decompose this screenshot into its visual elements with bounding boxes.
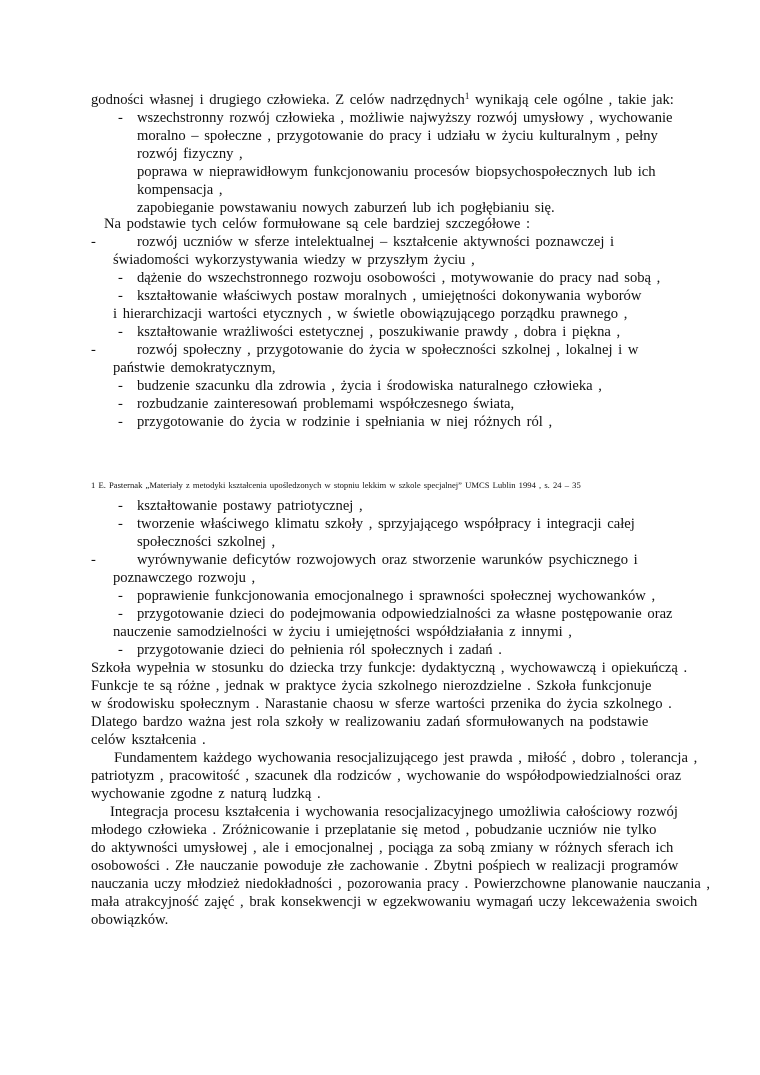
- general-goal-1-line-1: wszechstronny rozwój człowieka , możliwie najwyższy rozwój umysłowy , wychowanie: [137, 110, 673, 126]
- list-dash: -: [118, 642, 123, 658]
- detailed-goal-3-line-1: kształtowanie właściwych postaw moralnych , umiejętności dokonywania wyborów: [137, 288, 642, 304]
- detailed-goal-1-line-1: rozwój uczniów w sferze intelektualnej – kształcenie aktywności poznawczej i: [137, 234, 615, 250]
- paragraph-3-line-1: Integracja procesu kształcenia i wychowania resocjalizacyjnego umożliwia całościowy rozwój: [110, 804, 678, 820]
- detailed-goal-6: budzenie szacunku dla zdrowia , życia i środowiska naturalnego człowieka ,: [137, 378, 602, 394]
- paragraph-1-line-5: celów kształcenia .: [91, 732, 206, 748]
- list-dash: -: [118, 270, 123, 286]
- list-dash: -: [118, 498, 123, 514]
- intro-text-end: wynikają cele ogólne , takie jak:: [469, 92, 674, 108]
- paragraph-3-line-4: osobowości . Złe nauczanie powoduje złe zachowanie . Zbytni pośpiech w realizacji programów: [91, 858, 679, 874]
- paragraph-1-line-3: w środowisku społecznym . Narastanie chaosu w sferze wartości przenika do życia szkolnego .: [91, 696, 672, 712]
- list-dash: -: [91, 342, 96, 358]
- paragraph-2-line-2: patriotyzm , pracowitość , szacunek dla rodziców , wychowanie do współodpowiedzialności oraz: [91, 768, 682, 784]
- continued-goal-2-line-2: społeczności szkolnej ,: [137, 534, 276, 550]
- footnote-ref: 1: [464, 91, 470, 101]
- general-goal-1-line-2: moralno – społeczne , przygotowanie do pracy i udziału w życiu kulturalnym , pełny: [137, 128, 658, 144]
- general-goal-3-line-1: zapobieganie powstawaniu nowych zaburzeń lub ich pogłębianiu się.: [137, 200, 555, 216]
- continued-goal-3-line-2: poznawczego rozwoju ,: [113, 570, 256, 586]
- paragraph-2-line-3: wychowanie zgodne z naturą ludzką .: [91, 786, 321, 802]
- list-dash: -: [118, 110, 123, 126]
- paragraph-3-line-7: obowiązków.: [91, 912, 169, 928]
- continued-goal-3-line-1: wyrównywanie deficytów rozwojowych oraz stworzenie warunków psychicznego i: [137, 552, 638, 568]
- continued-goal-4: poprawienie funkcjonowania emocjonalnego i sprawności społecznej wychowanków ,: [137, 588, 656, 604]
- detailed-goal-2: dążenie do wszechstronnego rozwoju osobowości , motywowanie do pracy nad sobą ,: [137, 270, 661, 286]
- paragraph-1-line-1: Szkoła wypełnia w stosunku do dziecka trzy funkcje: dydaktyczną , wychowawczą i opiekuńczą .: [91, 660, 688, 676]
- paragraph-3-line-5: nauczania uczy młodzież niedokładności , pozorowania pracy . Powierzchowne planowanie nauczania ,: [91, 876, 710, 892]
- detailed-goal-3-line-2: i hierarchizacji wartości etycznych , w świetle obowiązującego porządku prawnego ,: [113, 306, 628, 322]
- paragraph-2-line-1: Fundamentem każdego wychowania resocjalizującego jest prawda , miłość , dobro , tolerancja ,: [114, 750, 698, 766]
- continued-goal-2-line-1: tworzenie właściwego klimatu szkoły , sprzyjającego współpracy i integracji całej: [137, 516, 635, 532]
- list-dash: -: [118, 588, 123, 604]
- intro-line: [91, 91, 674, 109]
- paragraph-3-line-2: młodego człowieka . Zróżnicowanie i przeplatanie się metod , pobudzanie uczniów nie tylko: [91, 822, 657, 838]
- list-dash: -: [118, 516, 123, 532]
- detailed-goal-8: przygotowanie do życia w rodzinie i spełniania w niej różnych ról ,: [137, 414, 553, 430]
- footnote: 1 E. Pasternak „Materiały z metodyki kształcenia upośledzonych w stopniu lekkim w szkole specjalnej” UMCS Lublin 1994 , s. 24 – 35: [91, 480, 581, 490]
- detailed-goals-intro: Na podstawie tych celów formułowane są cele bardziej szczegółowe :: [104, 216, 531, 232]
- detailed-goal-5-line-1: rozwój społeczny , przygotowanie do życia w społeczności szkolnej , lokalnej i w: [137, 342, 639, 358]
- list-dash: -: [118, 378, 123, 394]
- continued-goal-1: kształtowanie postawy patriotycznej ,: [137, 498, 363, 514]
- detailed-goal-5-line-2: państwie demokratycznym,: [113, 360, 276, 376]
- general-goal-2-line-2: kompensacja ,: [137, 182, 223, 198]
- list-dash: -: [118, 288, 123, 304]
- continued-goal-5-line-1: przygotowanie dzieci do podejmowania odpowiedzialności za własne postępowanie oraz: [137, 606, 673, 622]
- detailed-goal-7: rozbudzanie zainteresowań problemami współczesnego świata,: [137, 396, 515, 412]
- list-dash: -: [118, 606, 123, 622]
- paragraph-3-line-6: mała atrakcyjność zajęć , brak konsekwencji w egzekwowaniu wymagań uczy lekceważenia swoich: [91, 894, 698, 910]
- general-goal-1-line-3: rozwój fizyczny ,: [137, 146, 243, 162]
- list-dash: -: [118, 324, 123, 340]
- list-dash: -: [91, 234, 96, 250]
- list-dash: -: [118, 396, 123, 412]
- paragraph-3-line-3: do aktywności umysłowej , ale i emocjonalnej , pociąga za sobą zmiany w różnych sferach ich: [91, 840, 674, 856]
- paragraph-1-line-2: Funkcje te są różne , jednak w praktyce życia szkolnego nierozdzielne . Szkoła funkcjonuje: [91, 678, 652, 694]
- detailed-goal-1-line-2: świadomości wykorzystywania wiedzy w przyszłym życiu ,: [113, 252, 475, 268]
- intro-text: godności własnej i drugiego człowieka. Z celów nadrzędnych: [91, 92, 465, 108]
- continued-goal-6: przygotowanie dzieci do pełnienia ról społecznych i zadań .: [137, 642, 502, 658]
- continued-goal-5-line-2: nauczenie samodzielności w życiu i umiejętności współdziałania z innymi ,: [113, 624, 572, 640]
- general-goal-2-line-1: poprawa w nieprawidłowym funkcjonowaniu procesów biopsychospołecznych lub ich: [137, 164, 656, 180]
- list-dash: -: [91, 552, 96, 568]
- detailed-goal-4: kształtowanie wrażliwości estetycznej , poszukiwanie prawdy , dobra i piękna ,: [137, 324, 621, 340]
- list-dash: -: [118, 414, 123, 430]
- paragraph-1-line-4: Dlatego bardzo ważna jest rola szkoły w realizowaniu zadań sformułowanych na podstawie: [91, 714, 649, 730]
